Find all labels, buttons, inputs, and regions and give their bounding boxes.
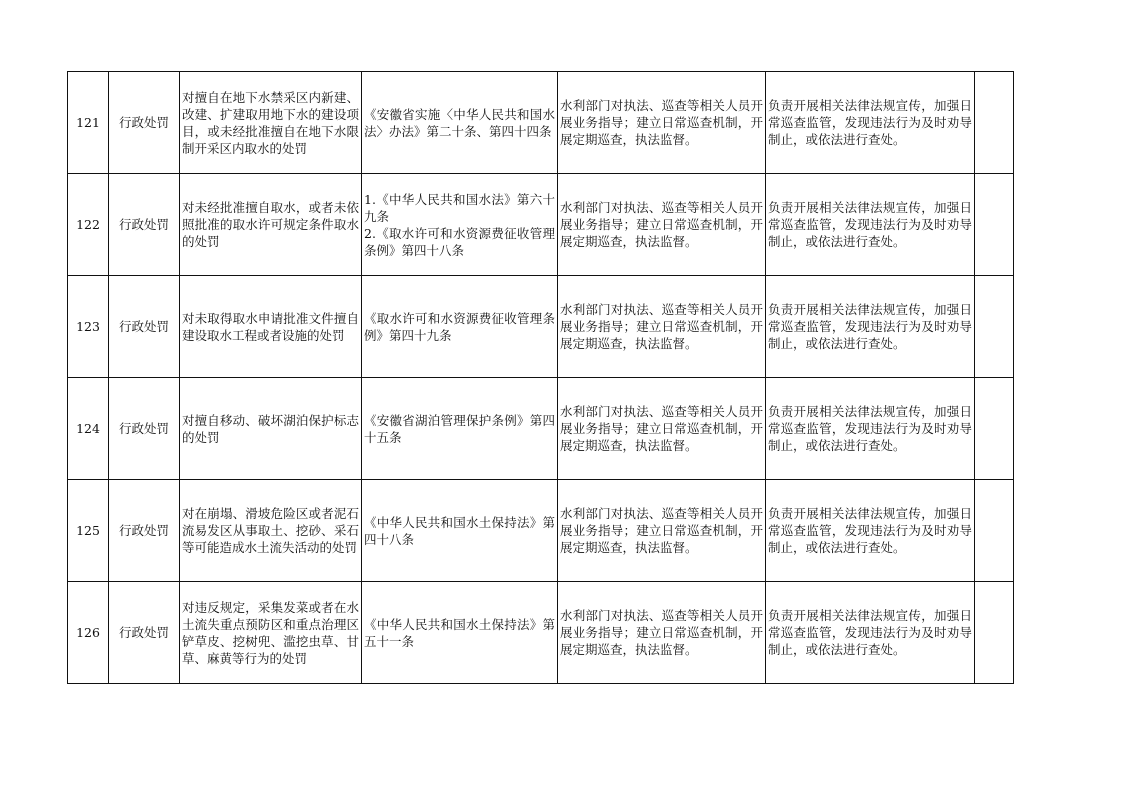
local-responsibility-cell: 负责开展相关法律法规宣传，加强日常巡查监管，发现违法行为及时劝导制止，或依法进行查处。 [766, 480, 975, 582]
legal-basis-cell [362, 72, 558, 174]
item-number-cell: 122 [68, 174, 109, 276]
item-number-cell: 123 [68, 276, 109, 378]
local-responsibility-cell: 负责开展相关法律法规宣传，加强日常巡查监管，发现违法行为及时劝导制止，或依法进行查处。 [766, 276, 975, 378]
legal-basis-cell [362, 276, 558, 378]
legal-basis-cell [362, 378, 558, 480]
remark-cell [975, 276, 1014, 378]
remark-cell [975, 480, 1014, 582]
legal-basis-line: 《中华人民共和国水土保持法》第五十一条 [364, 616, 555, 649]
department-responsibility-cell: 水利部门对执法、巡查等相关人员开展业务指导；建立日常巡查机制，开展定期巡查，执法监督。 [558, 480, 766, 582]
local-responsibility-cell: 负责开展相关法律法规宣传，加强日常巡查监管，发现违法行为及时劝导制止，或依法进行查处。 [766, 72, 975, 174]
legal-basis-line: 《安徽省湖泊管理保护条例》第四十五条 [364, 412, 555, 445]
local-responsibility-cell: 负责开展相关法律法规宣传，加强日常巡查监管，发现违法行为及时劝导制止，或依法进行查处。 [766, 378, 975, 480]
table-row [68, 72, 1014, 174]
table-row [68, 582, 1014, 684]
item-name-cell: 对违反规定，采集发菜或者在水土流失重点预防区和重点治理区铲草皮、挖树兜、滥挖虫草、甘草、麻黄等行为的处罚 [180, 582, 362, 684]
table-row [68, 174, 1014, 276]
penalty-items-table [67, 71, 1014, 684]
legal-basis-line: 《安徽省实施〈中华人民共和国水法〉办法》第二十条、第四十四条 [364, 106, 555, 139]
item-number-cell: 126 [68, 582, 109, 684]
item-name-cell: 对未经批准擅自取水，或者未依照批准的取水许可规定条件取水的处罚 [180, 174, 362, 276]
department-responsibility-cell: 水利部门对执法、巡查等相关人员开展业务指导；建立日常巡查机制，开展定期巡查，执法监督。 [558, 174, 766, 276]
department-responsibility-cell: 水利部门对执法、巡查等相关人员开展业务指导；建立日常巡查机制，开展定期巡查，执法监督。 [558, 276, 766, 378]
item-type-cell: 行政处罚 [109, 582, 180, 684]
remark-cell [975, 582, 1014, 684]
item-number-cell: 124 [68, 378, 109, 480]
local-responsibility-cell: 负责开展相关法律法规宣传，加强日常巡查监管，发现违法行为及时劝导制止，或依法进行查处。 [766, 174, 975, 276]
legal-basis-cell [362, 480, 558, 582]
legal-basis-line: 《中华人民共和国水土保持法》第四十八条 [364, 514, 555, 547]
table-body [68, 72, 1014, 684]
item-type-cell: 行政处罚 [109, 72, 180, 174]
item-type-cell: 行政处罚 [109, 480, 180, 582]
department-responsibility-cell: 水利部门对执法、巡查等相关人员开展业务指导；建立日常巡查机制，开展定期巡查，执法监督。 [558, 378, 766, 480]
item-name-cell: 对未取得取水申请批准文件擅自建设取水工程或者设施的处罚 [180, 276, 362, 378]
legal-basis-cell [362, 582, 558, 684]
item-type-cell: 行政处罚 [109, 276, 180, 378]
local-responsibility-cell: 负责开展相关法律法规宣传，加强日常巡查监管，发现违法行为及时劝导制止，或依法进行查处。 [766, 582, 975, 684]
legal-basis-line: 1.《中华人民共和国水法》第六十九条 [364, 191, 555, 224]
item-number-cell: 125 [68, 480, 109, 582]
remark-cell [975, 378, 1014, 480]
item-number-cell: 121 [68, 72, 109, 174]
department-responsibility-cell: 水利部门对执法、巡查等相关人员开展业务指导；建立日常巡查机制，开展定期巡查，执法监督。 [558, 72, 766, 174]
item-type-cell: 行政处罚 [109, 174, 180, 276]
legal-basis-line: 《取水许可和水资源费征收管理条例》第四十九条 [364, 310, 555, 343]
legal-basis-line: 2.《取水许可和水资源费征收管理条例》第四十八条 [364, 225, 555, 258]
legal-basis-cell [362, 174, 558, 276]
item-name-cell: 对擅自在地下水禁采区内新建、改建、扩建取用地下水的建设项目，或未经批准擅自在地下水限制开采区内取水的处罚 [180, 72, 362, 174]
remark-cell [975, 72, 1014, 174]
remark-cell [975, 174, 1014, 276]
table-row [68, 276, 1014, 378]
item-type-cell: 行政处罚 [109, 378, 180, 480]
item-name-cell: 对擅自移动、破坏湖泊保护标志的处罚 [180, 378, 362, 480]
table-row [68, 480, 1014, 582]
table-row [68, 378, 1014, 480]
department-responsibility-cell: 水利部门对执法、巡查等相关人员开展业务指导；建立日常巡查机制，开展定期巡查，执法监督。 [558, 582, 766, 684]
item-name-cell: 对在崩塌、滑坡危险区或者泥石流易发区从事取土、挖砂、采石等可能造成水土流失活动的处罚 [180, 480, 362, 582]
